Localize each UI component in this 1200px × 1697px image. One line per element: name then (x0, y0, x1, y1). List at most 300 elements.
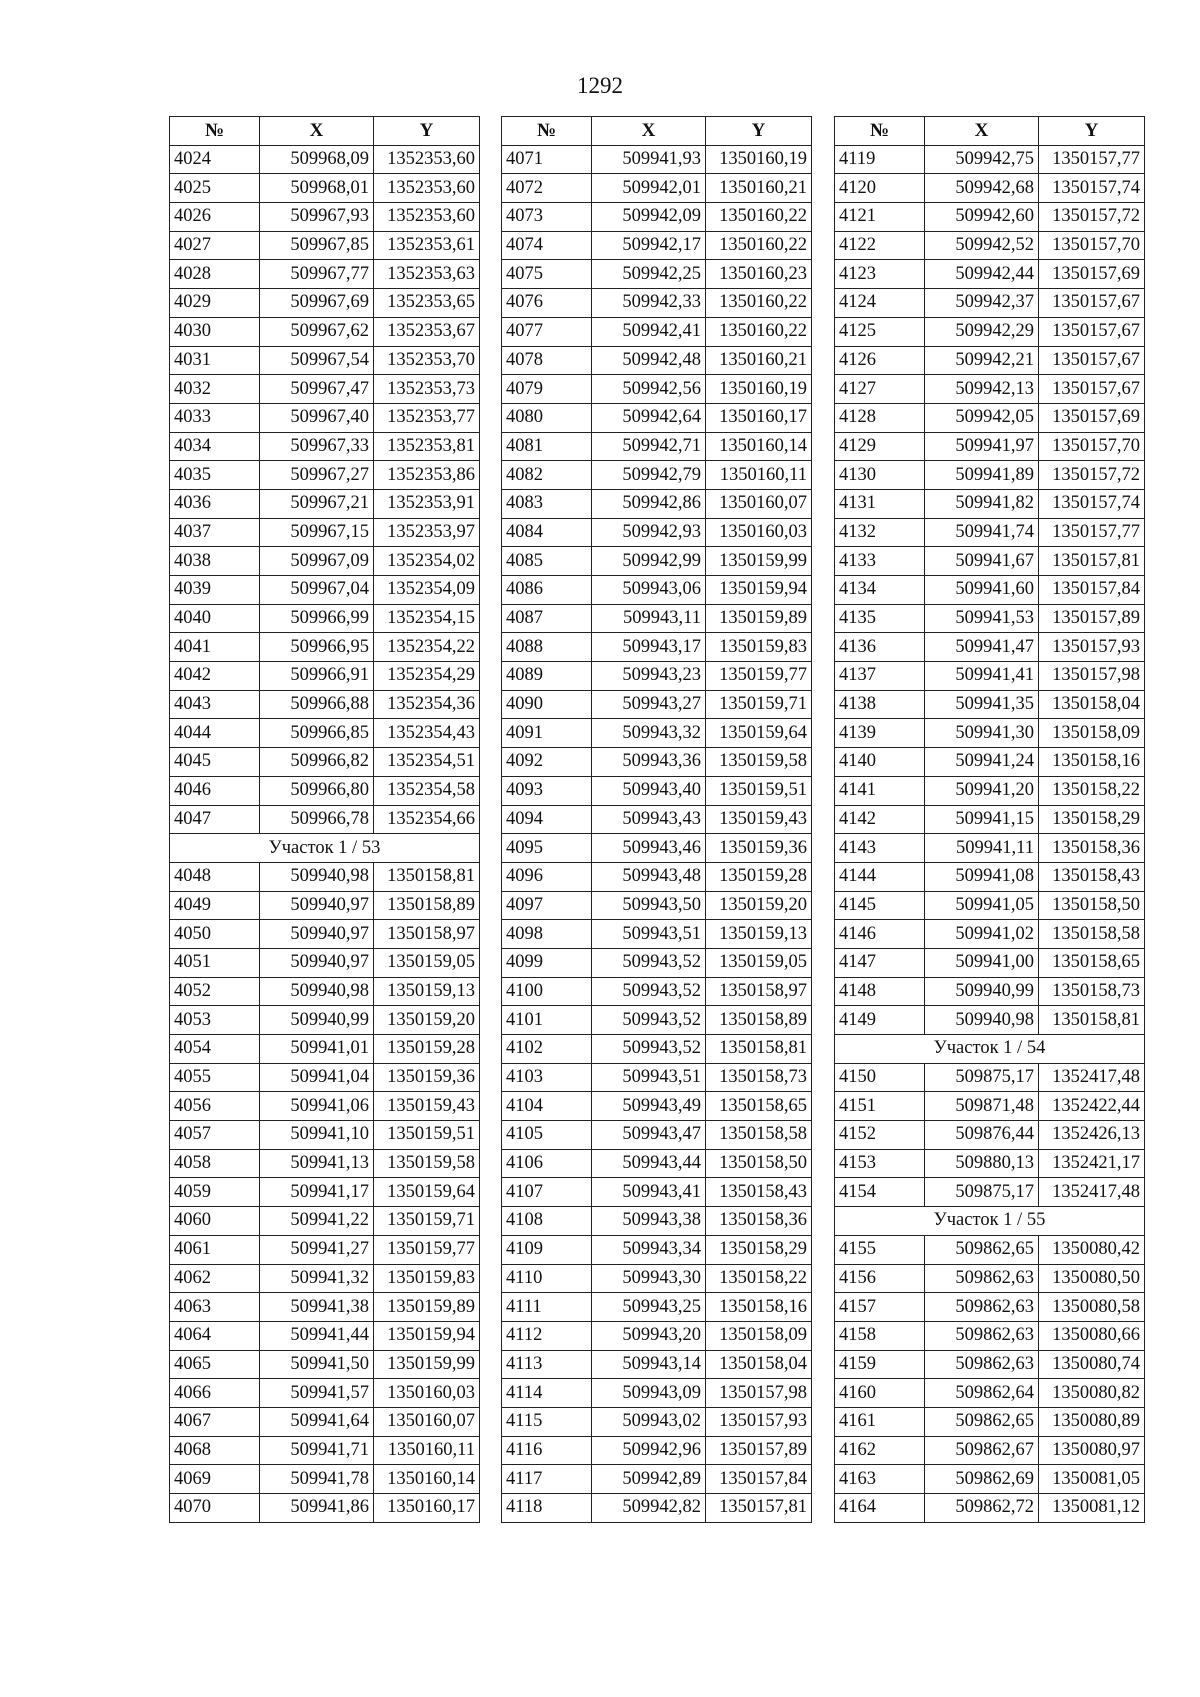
point-number: 4116 (502, 1436, 592, 1465)
point-number: 4080 (502, 403, 592, 432)
coord-x: 509966,80 (260, 776, 374, 805)
coord-x: 509943,27 (592, 690, 706, 719)
point-number: 4103 (502, 1063, 592, 1092)
point-number: 4063 (170, 1293, 260, 1322)
coord-y: 1350159,28 (706, 862, 812, 891)
point-number: 4161 (835, 1407, 925, 1436)
table-row (835, 1465, 1145, 1494)
table-row (835, 1149, 1145, 1178)
coord-x: 509942,93 (592, 518, 706, 547)
table-row (502, 547, 812, 576)
coord-y: 1350157,81 (706, 1494, 812, 1523)
coord-x: 509941,02 (925, 920, 1039, 949)
coord-y: 1350159,51 (374, 1121, 480, 1150)
coord-y: 1352354,36 (374, 690, 480, 719)
coord-y: 1350159,83 (374, 1264, 480, 1293)
coord-x: 509941,15 (925, 805, 1039, 834)
point-number: 4052 (170, 977, 260, 1006)
coord-x: 509941,53 (925, 604, 1039, 633)
coord-x: 509967,09 (260, 547, 374, 576)
coord-y: 1350158,16 (1039, 748, 1145, 777)
coord-y: 1350159,64 (374, 1178, 480, 1207)
coord-y: 1352353,97 (374, 518, 480, 547)
point-number: 4048 (170, 862, 260, 891)
point-number: 4094 (502, 805, 592, 834)
coord-y: 1350160,11 (706, 461, 812, 490)
coord-x: 509940,97 (260, 891, 374, 920)
coord-y: 1350157,74 (1039, 174, 1145, 203)
coord-y: 1350159,99 (706, 547, 812, 576)
coord-x: 509941,67 (925, 547, 1039, 576)
coord-y: 1350158,36 (706, 1207, 812, 1236)
coord-x: 509942,56 (592, 375, 706, 404)
table-row (502, 174, 812, 203)
table-row (170, 403, 480, 432)
coord-y: 1350080,97 (1039, 1436, 1145, 1465)
coord-x: 509943,20 (592, 1321, 706, 1350)
coord-x: 509943,52 (592, 1006, 706, 1035)
point-number: 4093 (502, 776, 592, 805)
table-row (502, 633, 812, 662)
point-number: 4145 (835, 891, 925, 920)
table-row (835, 289, 1145, 318)
table-row (502, 776, 812, 805)
coord-y: 1352353,91 (374, 489, 480, 518)
point-number: 4163 (835, 1465, 925, 1494)
table-row (835, 174, 1145, 203)
coord-x: 509941,27 (260, 1235, 374, 1264)
table-header-row (835, 117, 1145, 146)
table-row (502, 719, 812, 748)
coord-y: 1350080,74 (1039, 1350, 1145, 1379)
section-title: Участок 1 / 55 (835, 1207, 1145, 1236)
table-row (502, 346, 812, 375)
coord-x: 509876,44 (925, 1121, 1039, 1150)
table-row (170, 145, 480, 174)
point-number: 4044 (170, 719, 260, 748)
table-row (502, 604, 812, 633)
table-row (835, 1494, 1145, 1523)
point-number: 4135 (835, 604, 925, 633)
coord-x: 509967,21 (260, 489, 374, 518)
coord-x: 509966,85 (260, 719, 374, 748)
coord-x: 509943,40 (592, 776, 706, 805)
coord-x: 509943,06 (592, 576, 706, 605)
coord-y: 1352354,02 (374, 547, 480, 576)
coord-y: 1350159,89 (706, 604, 812, 633)
coord-y: 1350160,22 (706, 203, 812, 232)
point-number: 4108 (502, 1207, 592, 1236)
point-number: 4061 (170, 1235, 260, 1264)
table-row (170, 776, 480, 805)
coord-y: 1350158,09 (1039, 719, 1145, 748)
table-row (170, 260, 480, 289)
table-row (835, 834, 1145, 863)
point-number: 4106 (502, 1149, 592, 1178)
coord-x: 509862,69 (925, 1465, 1039, 1494)
point-number: 4026 (170, 203, 260, 232)
point-number: 4150 (835, 1063, 925, 1092)
point-number: 4033 (170, 403, 260, 432)
point-number: 4065 (170, 1350, 260, 1379)
coord-x: 509941,35 (925, 690, 1039, 719)
coord-y: 1350157,93 (1039, 633, 1145, 662)
table-body (835, 145, 1145, 1522)
point-number: 4040 (170, 604, 260, 633)
coord-x: 509967,77 (260, 260, 374, 289)
coord-y: 1350157,67 (1039, 317, 1145, 346)
table-row (835, 633, 1145, 662)
coord-y: 1350158,22 (706, 1264, 812, 1293)
point-number: 4143 (835, 834, 925, 863)
point-number: 4091 (502, 719, 592, 748)
coord-y: 1350159,58 (706, 748, 812, 777)
coord-y: 1350158,89 (706, 1006, 812, 1035)
coord-x: 509966,88 (260, 690, 374, 719)
coord-y: 1350160,23 (706, 260, 812, 289)
point-number: 4069 (170, 1465, 260, 1494)
coord-y: 1350157,67 (1039, 346, 1145, 375)
coord-y: 1350158,58 (706, 1121, 812, 1150)
table-row (170, 174, 480, 203)
coord-x: 509968,09 (260, 145, 374, 174)
coord-y: 1350160,19 (706, 145, 812, 174)
coord-y: 1350157,69 (1039, 260, 1145, 289)
point-number: 4144 (835, 862, 925, 891)
coord-x: 509941,86 (260, 1494, 374, 1523)
point-number: 4149 (835, 1006, 925, 1035)
table-row (502, 948, 812, 977)
coord-x: 509940,97 (260, 948, 374, 977)
coord-y: 1350160,14 (374, 1465, 480, 1494)
header-x: X (260, 117, 374, 146)
coord-x: 509943,50 (592, 891, 706, 920)
coord-x: 509941,20 (925, 776, 1039, 805)
table-row (502, 748, 812, 777)
coord-y: 1350160,22 (706, 317, 812, 346)
coord-x: 509941,41 (925, 662, 1039, 691)
coord-x: 509942,71 (592, 432, 706, 461)
point-number: 4123 (835, 260, 925, 289)
table-row (170, 461, 480, 490)
coord-x: 509943,52 (592, 948, 706, 977)
coord-y: 1352354,29 (374, 662, 480, 691)
point-number: 4077 (502, 317, 592, 346)
point-number: 4030 (170, 317, 260, 346)
table-row (170, 547, 480, 576)
point-number: 4064 (170, 1321, 260, 1350)
coord-x: 509943,47 (592, 1121, 706, 1150)
table-row (502, 1149, 812, 1178)
coord-y: 1352421,17 (1039, 1149, 1145, 1178)
coord-y: 1350159,43 (374, 1092, 480, 1121)
table-row (502, 231, 812, 260)
coord-y: 1350158,89 (374, 891, 480, 920)
table-row (502, 1465, 812, 1494)
coord-x: 509967,15 (260, 518, 374, 547)
coord-y: 1352354,22 (374, 633, 480, 662)
coord-x: 509943,23 (592, 662, 706, 691)
table-row (170, 662, 480, 691)
point-number: 4042 (170, 662, 260, 691)
table-row (502, 317, 812, 346)
table-row (835, 1092, 1145, 1121)
coord-x: 509862,64 (925, 1379, 1039, 1408)
table-row (502, 518, 812, 547)
point-number: 4037 (170, 518, 260, 547)
point-number: 4055 (170, 1063, 260, 1092)
coord-x: 509941,38 (260, 1293, 374, 1322)
table-row (170, 375, 480, 404)
coord-y: 1352354,15 (374, 604, 480, 633)
coord-y: 1350160,19 (706, 375, 812, 404)
header-y: Y (706, 117, 812, 146)
table-row (170, 862, 480, 891)
point-number: 4075 (502, 260, 592, 289)
coord-y: 1352354,09 (374, 576, 480, 605)
coord-y: 1350157,98 (706, 1379, 812, 1408)
coord-y: 1350159,94 (706, 576, 812, 605)
table-row (170, 690, 480, 719)
point-number: 4101 (502, 1006, 592, 1035)
table-row (170, 1121, 480, 1150)
coord-y: 1350158,04 (1039, 690, 1145, 719)
coord-y: 1352354,58 (374, 776, 480, 805)
point-number: 4136 (835, 633, 925, 662)
table-row (835, 1379, 1145, 1408)
coord-y: 1350158,81 (706, 1035, 812, 1064)
coord-x: 509967,27 (260, 461, 374, 490)
coord-y: 1352417,48 (1039, 1063, 1145, 1092)
point-number: 4084 (502, 518, 592, 547)
coord-x: 509941,06 (260, 1092, 374, 1121)
table-row (502, 1407, 812, 1436)
point-number: 4115 (502, 1407, 592, 1436)
table-row (502, 1063, 812, 1092)
point-number: 4081 (502, 432, 592, 461)
point-number: 4035 (170, 461, 260, 490)
coord-x: 509941,00 (925, 948, 1039, 977)
coord-x: 509943,11 (592, 604, 706, 633)
table-row (502, 1293, 812, 1322)
coord-y: 1350160,07 (706, 489, 812, 518)
coord-x: 509941,89 (925, 461, 1039, 490)
coord-x: 509942,68 (925, 174, 1039, 203)
point-number: 4113 (502, 1350, 592, 1379)
coord-y: 1350080,50 (1039, 1264, 1145, 1293)
coord-y: 1350157,67 (1039, 289, 1145, 318)
point-number: 4086 (502, 576, 592, 605)
table-row (170, 317, 480, 346)
coord-x: 509942,21 (925, 346, 1039, 375)
point-number: 4079 (502, 375, 592, 404)
point-number: 4164 (835, 1494, 925, 1523)
coord-x: 509966,78 (260, 805, 374, 834)
point-number: 4078 (502, 346, 592, 375)
coord-x: 509942,09 (592, 203, 706, 232)
point-number: 4092 (502, 748, 592, 777)
coord-x: 509943,25 (592, 1293, 706, 1322)
table-row (835, 891, 1145, 920)
table-row (170, 1235, 480, 1264)
point-number: 4046 (170, 776, 260, 805)
point-number: 4129 (835, 432, 925, 461)
coord-y: 1350157,77 (1039, 145, 1145, 174)
coord-y: 1350158,81 (374, 862, 480, 891)
table-row (502, 1494, 812, 1523)
coord-x: 509966,82 (260, 748, 374, 777)
table-row (502, 862, 812, 891)
coord-x: 509967,85 (260, 231, 374, 260)
table-row (835, 977, 1145, 1006)
table-row (170, 1207, 480, 1236)
coord-y: 1350157,81 (1039, 547, 1145, 576)
table-row (170, 1035, 480, 1064)
coord-y: 1352354,66 (374, 805, 480, 834)
coord-x: 509862,63 (925, 1293, 1039, 1322)
point-number: 4056 (170, 1092, 260, 1121)
table-row (170, 203, 480, 232)
table-row (502, 834, 812, 863)
coord-x: 509941,57 (260, 1379, 374, 1408)
coord-y: 1350158,81 (1039, 1006, 1145, 1035)
coord-x: 509941,01 (260, 1035, 374, 1064)
coord-y: 1350157,70 (1039, 432, 1145, 461)
point-number: 4071 (502, 145, 592, 174)
table-row (835, 576, 1145, 605)
table-row (835, 403, 1145, 432)
coord-y: 1350080,58 (1039, 1293, 1145, 1322)
table-row (170, 604, 480, 633)
coord-x: 509941,17 (260, 1178, 374, 1207)
coord-x: 509942,82 (592, 1494, 706, 1523)
coord-x: 509862,67 (925, 1436, 1039, 1465)
table-row (835, 604, 1145, 633)
point-number: 4146 (835, 920, 925, 949)
table-header-row (502, 117, 812, 146)
table-row (502, 1121, 812, 1150)
coord-x: 509942,17 (592, 231, 706, 260)
table-row (502, 891, 812, 920)
coord-y: 1350159,05 (374, 948, 480, 977)
coord-y: 1350159,13 (706, 920, 812, 949)
coord-y: 1350158,97 (374, 920, 480, 949)
coord-x: 509862,65 (925, 1407, 1039, 1436)
coord-y: 1350158,29 (1039, 805, 1145, 834)
coord-y: 1350157,70 (1039, 231, 1145, 260)
point-number: 4045 (170, 748, 260, 777)
table-row (170, 920, 480, 949)
point-number: 4152 (835, 1121, 925, 1150)
table-row (835, 260, 1145, 289)
coord-x: 509942,96 (592, 1436, 706, 1465)
coord-x: 509941,24 (925, 748, 1039, 777)
coord-y: 1350160,21 (706, 346, 812, 375)
coord-x: 509941,64 (260, 1407, 374, 1436)
point-number: 4120 (835, 174, 925, 203)
coord-x: 509943,46 (592, 834, 706, 863)
point-number: 4090 (502, 690, 592, 719)
coord-x: 509941,13 (260, 1149, 374, 1178)
point-number: 4107 (502, 1178, 592, 1207)
coord-y: 1350157,74 (1039, 489, 1145, 518)
coord-y: 1350158,36 (1039, 834, 1145, 863)
table-row (170, 346, 480, 375)
coord-x: 509943,49 (592, 1092, 706, 1121)
coord-y: 1350159,36 (706, 834, 812, 863)
coord-y: 1350158,73 (1039, 977, 1145, 1006)
coord-x: 509862,63 (925, 1264, 1039, 1293)
point-number: 4074 (502, 231, 592, 260)
coord-y: 1350157,67 (1039, 375, 1145, 404)
point-number: 4109 (502, 1235, 592, 1264)
coord-y: 1350157,69 (1039, 403, 1145, 432)
coord-y: 1350158,29 (706, 1235, 812, 1264)
table-body (502, 145, 812, 1522)
point-number: 4119 (835, 145, 925, 174)
coord-y: 1350159,43 (706, 805, 812, 834)
section-row (170, 834, 480, 863)
table-row (835, 719, 1145, 748)
coord-x: 509940,99 (925, 977, 1039, 1006)
table-row (502, 1264, 812, 1293)
coord-x: 509943,43 (592, 805, 706, 834)
coord-x: 509941,71 (260, 1436, 374, 1465)
point-number: 4029 (170, 289, 260, 318)
coord-y: 1350159,71 (374, 1207, 480, 1236)
point-number: 4130 (835, 461, 925, 490)
coord-x: 509941,32 (260, 1264, 374, 1293)
coord-y: 1350159,13 (374, 977, 480, 1006)
table-row (170, 633, 480, 662)
coord-x: 509943,41 (592, 1178, 706, 1207)
table-row (502, 432, 812, 461)
section-row (835, 1035, 1145, 1064)
coord-y: 1352353,77 (374, 403, 480, 432)
coord-y: 1352353,81 (374, 432, 480, 461)
coord-x: 509942,60 (925, 203, 1039, 232)
coord-x: 509943,17 (592, 633, 706, 662)
coord-y: 1352353,65 (374, 289, 480, 318)
point-number: 4068 (170, 1436, 260, 1465)
coord-x: 509941,08 (925, 862, 1039, 891)
coord-x: 509943,14 (592, 1350, 706, 1379)
table-row (170, 1350, 480, 1379)
point-number: 4036 (170, 489, 260, 518)
table-row (835, 1235, 1145, 1264)
point-number: 4147 (835, 948, 925, 977)
coordinates-table-3 (834, 116, 1145, 1523)
coord-y: 1350159,89 (374, 1293, 480, 1322)
point-number: 4060 (170, 1207, 260, 1236)
coord-x: 509966,91 (260, 662, 374, 691)
point-number: 4140 (835, 748, 925, 777)
coord-x: 509943,30 (592, 1264, 706, 1293)
coord-y: 1350160,11 (374, 1436, 480, 1465)
table-row (170, 1006, 480, 1035)
table-row (835, 1407, 1145, 1436)
coord-y: 1350159,51 (706, 776, 812, 805)
table-row (502, 1178, 812, 1207)
point-number: 4067 (170, 1407, 260, 1436)
coord-x: 509942,48 (592, 346, 706, 375)
coord-x: 509967,47 (260, 375, 374, 404)
coord-x: 509942,75 (925, 145, 1039, 174)
coord-x: 509942,05 (925, 403, 1039, 432)
point-number: 4072 (502, 174, 592, 203)
coord-x: 509943,38 (592, 1207, 706, 1236)
coord-x: 509940,98 (260, 977, 374, 1006)
